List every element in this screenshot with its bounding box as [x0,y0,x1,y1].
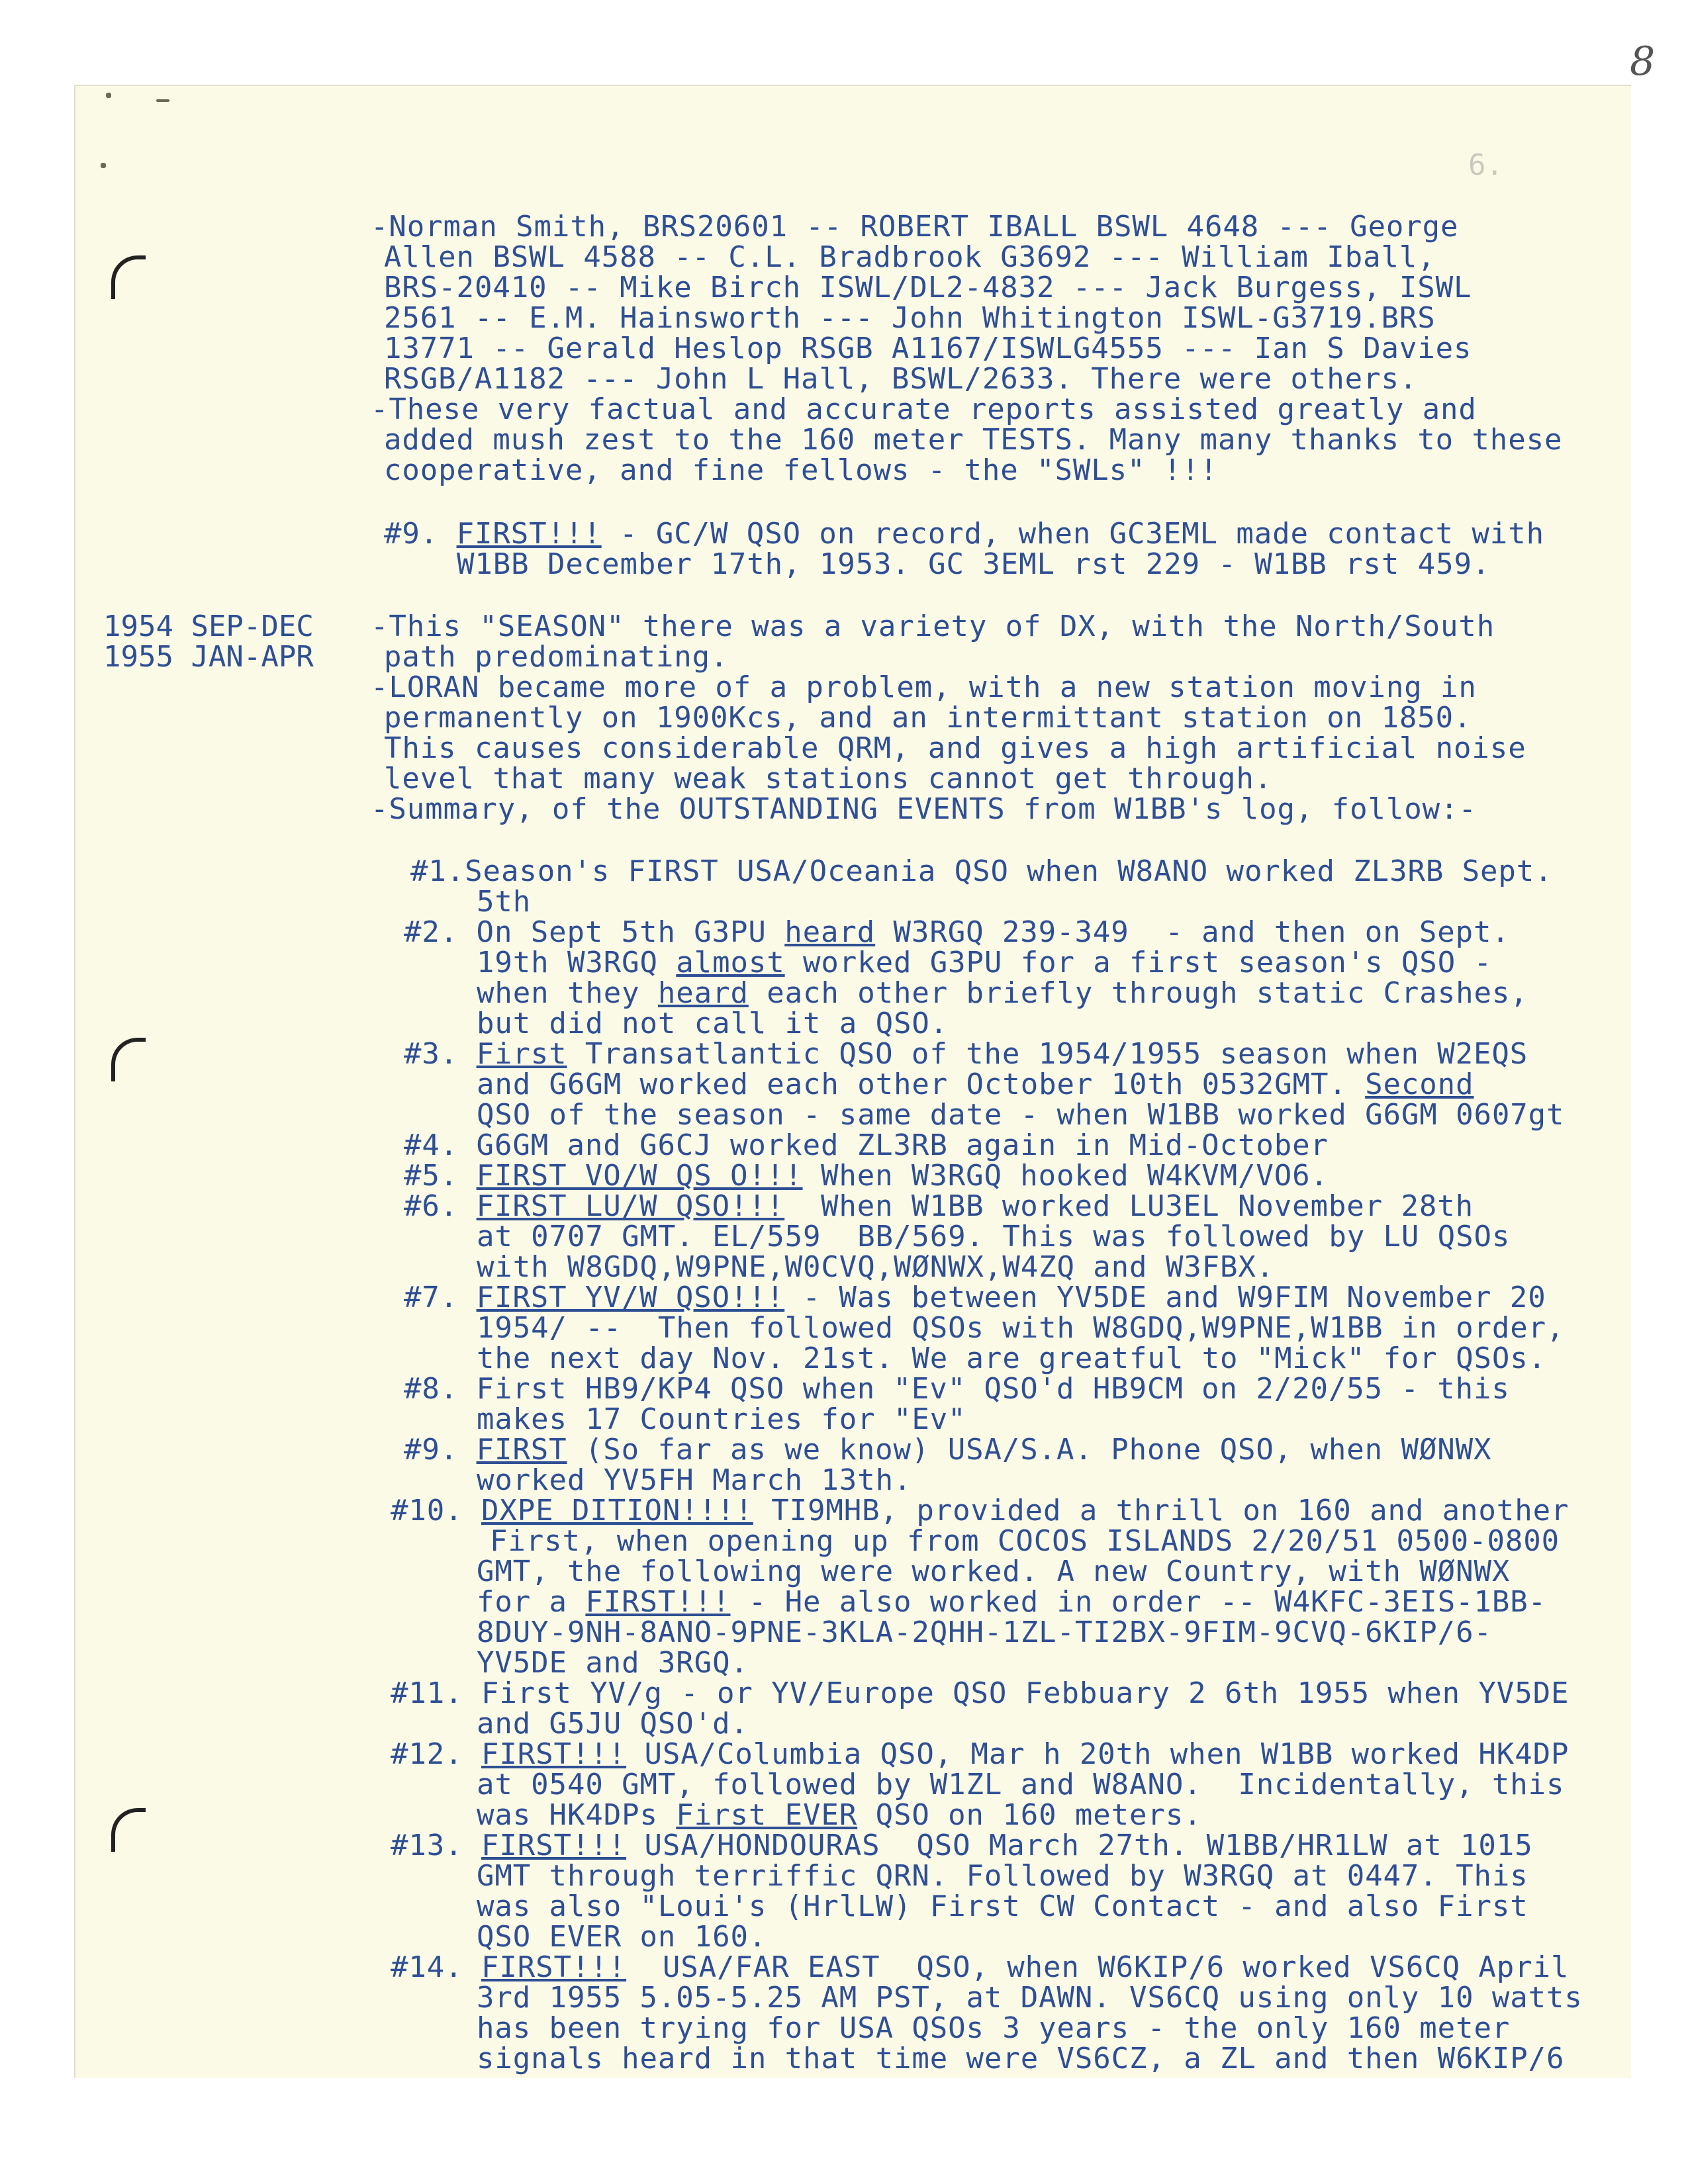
season-heading-line-1: 1954 SEP-DEC [103,610,314,643]
ink-speck [106,93,111,98]
underlined-text: FIRST!!! [481,1737,627,1771]
text-line: QSO of the season - same date - when W1BB worked G6GM 0607gt [477,1098,1565,1132]
text-line: First, when opening up from COCOS ISLANDS 2/20/51 0500-0800 [490,1524,1560,1558]
underlined-text: First [476,1037,567,1071]
text-line: RSGB/A1182 --- John L Hall, BSWL/2633. There were others. [384,362,1418,396]
text-line: W1BB December 17th, 1953. GC 3EML rst 229 - W1BB rst 459. [457,547,1491,581]
text-line: level that many weak stations cannot get through. [384,762,1273,796]
text-line: -These very factual and accurate reports assisted greatly and [371,392,1477,426]
text-line: cooperative, and fine fellows - the "SWLs" !!! [384,453,1218,487]
season-heading-line-2: 1955 JAN-APR [103,640,314,674]
underlined-text: FIRST LU/W QSO!!! [476,1189,785,1223]
text-line: This causes considerable QRM, and gives a high artificial noise [384,731,1526,765]
text-line: #13. FIRST!!! USA/HONDOURAS QSO March 27th. W1BB/HR1LW at 1015 [391,1829,1533,1862]
underlined-text: FIRST!!! [481,1950,627,1984]
text-line: -LORAN became more of a problem, with a new station moving in [371,670,1477,704]
text-line: makes 17 Countries for "Ev" [477,1402,966,1436]
text-line: Allen BSWL 4588 -- C.L. Bradbrook G3692 --- William Iball, [384,240,1436,274]
text-line: #11. First YV/g - or YV/Europe QSO Febbuary 2 6th 1955 when YV5DE [391,1676,1570,1710]
text-line: GMT, the following were worked. A new Country, with WØNWX [477,1555,1511,1588]
underlined-text: DXPE DITION!!!! [481,1494,753,1527]
ink-speck [101,163,106,168]
text-line: #9. FIRST (So far as we know) USA/S.A. Phone QSO, when WØNWX [404,1433,1492,1467]
underlined-text: FIRST!!! [456,517,602,551]
text-line: signals heard in that time were VS6CZ, a ZL and then W6KIP/6 [477,2042,1565,2075]
handwritten-page-number: 8 [1630,38,1656,85]
underlined-text: heard [657,976,749,1010]
text-line: and G6GM worked each other October 10th 0532GMT. Second [477,1068,1474,1101]
text-line: #6. FIRST LU/W QSO!!! When W1BB worked LU3EL November 28th [404,1189,1474,1223]
text-line: has been trying for USA QSOs 3 years - the only 160 meter [477,2011,1511,2045]
text-line: for a FIRST!!! - He also worked in order -- W4KFC-3EIS-1BB- [477,1585,1547,1619]
underlined-text: Second [1365,1068,1474,1101]
text-line: #3. First Transatlantic QSO of the 1954/1955 season when W2EQS [404,1037,1528,1071]
underlined-text: FIRST VO/W QS O!!! [476,1159,803,1193]
text-line: and G5JU QSO'd. [477,1707,749,1741]
underlined-text: First EVER [676,1798,858,1832]
text-line: 1954/ -- Then followed QSOs with W8GDQ,W9PNE,W1BB in order, [477,1311,1565,1345]
text-line: with W8GDQ,W9PNE,W0CVQ,WØNWX,W4ZQ and W3FBX. [477,1250,1275,1284]
underlined-text: FIRST!!! [481,1829,627,1862]
text-line: #4. G6GM and G6CJ worked ZL3RB again in Mid-October [404,1128,1329,1162]
text-line: #14. FIRST!!! USA/FAR EAST QSO, when W6KIP/6 worked VS6CQ April [391,1950,1570,1984]
text-line: but did not call it a QSO. [477,1007,949,1040]
text-line: 8DUY-9NH-8ANO-9PNE-3KLA-2QHH-1ZL-TI2BX-9FIM-9CVQ-6KIP/6- [477,1615,1492,1649]
text-line: #12. FIRST!!! USA/Columbia QSO, Mar h 20th when W1BB worked HK4DP [391,1737,1570,1771]
text-line: #10. DXPE DITION!!!! TI9MHB, provided a thrill on 160 and another [391,1494,1570,1527]
text-line: #8. First HB9/KP4 QSO when "Ev" QSO'd HB9CM on 2/20/55 - this [404,1372,1510,1406]
text-line: -This "SEASON" there was a variety of DX, with the North/South [371,610,1495,643]
text-line: #2. On Sept 5th G3PU heard W3RGQ 239-349 - and then on Sept. [404,915,1510,949]
text-line: 2561 -- E.M. Hainsworth --- John Whitington ISWL-G3719.BRS [384,301,1436,335]
text-line: -Norman Smith, BRS20601 -- ROBERT IBALL BSWL 4648 --- George [371,210,1459,244]
text-line: permanently on 1900Kcs, and an intermittant station on 1850. [384,701,1472,735]
text-line: at 0540 GMT, followed by W1ZL and W8ANO. Incidentally, this [477,1768,1565,1801]
page-number: 6. [1468,148,1503,182]
text-line: was also "Loui's (HrlLW) First CW Contact - and also First [477,1889,1528,1923]
text-line: -Summary, of the OUTSTANDING EVENTS from W1BB's log, follow:- [371,792,1477,826]
underlined-text: FIRST YV/W QSO!!! [476,1281,785,1314]
text-line: worked YV5FH March 13th. [477,1463,912,1497]
text-line: path predominating. [384,640,729,674]
text-line: 13771 -- Gerald Heslop RSGB A1167/ISWLG4555 --- Ian S Davies [384,332,1472,365]
text-line: #5. FIRST VO/W QS O!!! When W3RGQ hooked W4KVM/VO6. [404,1159,1329,1193]
text-line: when they heard each other briefly through static Crashes, [477,976,1528,1010]
text-line: at 0707 GMT. EL/559 BB/569. This was followed by LU QSOs [477,1220,1511,1253]
text-line: 19th W3RGQ almost worked G3PU for a first season's QSO - [477,946,1492,979]
text-line: BRS-20410 -- Mike Birch ISWL/DL2-4832 --- Jack Burgess, ISWL [384,271,1472,304]
text-line: #7. FIRST YV/W QSO!!! - Was between YV5DE and W9FIM November 20 [404,1281,1546,1314]
ink-speck [156,99,169,102]
underlined-text: FIRST [476,1433,567,1467]
text-line: GMT through terriffic QRN. Followed by W3RGQ at 0447. This [477,1859,1528,1893]
text-line: the next day Nov. 21st. We are greatful to "Mick" for QSOs. [477,1342,1547,1375]
text-line: QSO EVER on 160. [477,1920,767,1954]
text-line: #1.Season's FIRST USA/Oceania QSO when W8ANO worked ZL3RB Sept. [410,854,1553,888]
text-line: YV5DE and 3RGQ. [477,1646,749,1680]
text-line: #9. FIRST!!! - GC/W QSO on record, when GC3EML made contact with [384,517,1544,551]
text-line: was HK4DPs First EVER QSO on 160 meters. [477,1798,1202,1832]
text-line: 5th [477,885,532,919]
underlined-text: almost [676,946,785,979]
text-line: added mush zest to the 160 meter TESTS. Many many thanks to these [384,423,1563,457]
underlined-text: heard [784,915,876,949]
text-line: 3rd 1955 5.05-5.25 AM PST, at DAWN. VS6CQ using only 10 watts [477,1981,1583,2015]
underlined-text: FIRST!!! [585,1585,731,1619]
